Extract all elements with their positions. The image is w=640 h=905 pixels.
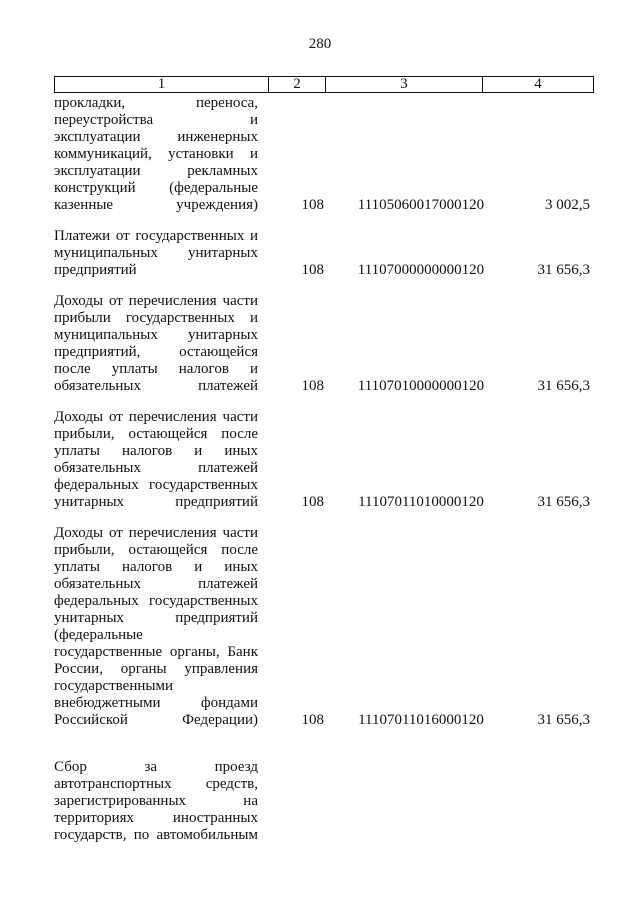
table-row bbox=[54, 293, 594, 395]
description-line: Российской Федерации) bbox=[54, 712, 258, 728]
description-line: эксплуатации рекламных bbox=[54, 163, 258, 179]
description-line: государственные органы, Банк bbox=[54, 644, 258, 660]
table-row bbox=[54, 409, 594, 511]
table-row bbox=[54, 759, 594, 844]
description-line: государств, по автомобильным bbox=[54, 827, 258, 843]
description-line: Доходы от перечисления части bbox=[54, 293, 258, 309]
row-description bbox=[54, 525, 258, 729]
row-description bbox=[54, 759, 258, 844]
description-line: федеральных государственных bbox=[54, 593, 258, 609]
row-code: 108 bbox=[301, 494, 324, 510]
description-line: унитарных предприятий bbox=[54, 610, 258, 626]
description-line: территориях иностранных bbox=[54, 810, 258, 826]
description-line: прибыли, остающейся после bbox=[54, 426, 258, 442]
description-line: унитарных предприятий bbox=[54, 494, 258, 510]
table-body bbox=[54, 95, 594, 844]
description-line: коммуникаций, установки и bbox=[54, 146, 258, 162]
description-line: прокладки, переноса, bbox=[54, 95, 258, 111]
description-line: обязательных платежей bbox=[54, 378, 258, 394]
description-line: конструкций (федеральные bbox=[54, 180, 258, 196]
page-number: 280 bbox=[308, 36, 332, 52]
description-line: России, органы управления bbox=[54, 661, 258, 677]
row-amount: 31 656,3 bbox=[537, 378, 590, 394]
row-description bbox=[54, 228, 258, 279]
row-kbk: 11107010000000120 bbox=[357, 378, 485, 394]
description-line: муниципальных унитарных bbox=[54, 327, 258, 343]
row-code: 108 bbox=[301, 712, 324, 728]
description-line: муниципальных унитарных bbox=[54, 245, 258, 261]
description-line: после уплаты налогов и bbox=[54, 361, 258, 377]
table-row bbox=[54, 525, 594, 729]
description-line: (федеральные bbox=[54, 627, 143, 643]
description-line: уплаты налогов и иных bbox=[54, 559, 258, 575]
row-amount: 31 656,3 bbox=[537, 494, 590, 510]
description-line: уплаты налогов и иных bbox=[54, 443, 258, 459]
header-col-2: 2 bbox=[269, 77, 326, 92]
description-line: Сбор за проезд bbox=[54, 759, 258, 775]
description-line: федеральных государственных bbox=[54, 477, 258, 493]
row-kbk: 11107011016000120 bbox=[358, 712, 484, 728]
row-code: 108 bbox=[301, 262, 324, 278]
row-description bbox=[54, 293, 258, 395]
table-row bbox=[54, 95, 594, 214]
table-header bbox=[54, 76, 594, 93]
description-line: Доходы от перечисления части bbox=[54, 525, 258, 541]
header-col-1: 1 bbox=[55, 77, 269, 92]
description-line: эксплуатации инженерных bbox=[54, 129, 258, 145]
row-kbk: 11107011010000120 bbox=[358, 494, 484, 510]
row-amount: 3 002,5 bbox=[545, 197, 590, 213]
row-code: 108 bbox=[301, 378, 324, 394]
row-code: 108 bbox=[301, 197, 324, 213]
row-kbk: 11107000000000120 bbox=[357, 262, 485, 278]
row-description bbox=[54, 95, 258, 214]
description-line: автотранспортных средств, bbox=[54, 776, 258, 792]
description-line: прибыли, остающейся после bbox=[54, 542, 258, 558]
description-line: зарегистрированных на bbox=[54, 793, 258, 809]
header-col-4: 4 bbox=[534, 76, 542, 92]
table-row bbox=[54, 228, 594, 279]
row-amount: 31 656,3 bbox=[537, 712, 590, 728]
description-line: внебюджетными фондами bbox=[54, 695, 258, 711]
description-line: Доходы от перечисления части bbox=[54, 409, 258, 425]
row-kbk: 11105060017000120 bbox=[357, 197, 485, 213]
description-line: обязательных платежей bbox=[54, 576, 258, 592]
description-line: казенные учреждения) bbox=[54, 197, 258, 213]
description-line: предприятий, остающейся bbox=[54, 344, 258, 360]
description-line: обязательных платежей bbox=[54, 460, 258, 476]
description-line: прибыли государственных и bbox=[54, 310, 258, 326]
description-line: Платежи от государственных и bbox=[54, 228, 258, 244]
row-amount: 31 656,3 bbox=[537, 262, 590, 278]
description-line: предприятий bbox=[54, 262, 137, 278]
description-line: государственными bbox=[54, 678, 173, 694]
description-line: переустройства и bbox=[54, 112, 258, 128]
row-description bbox=[54, 409, 258, 511]
header-col-3: 3 bbox=[326, 77, 483, 92]
